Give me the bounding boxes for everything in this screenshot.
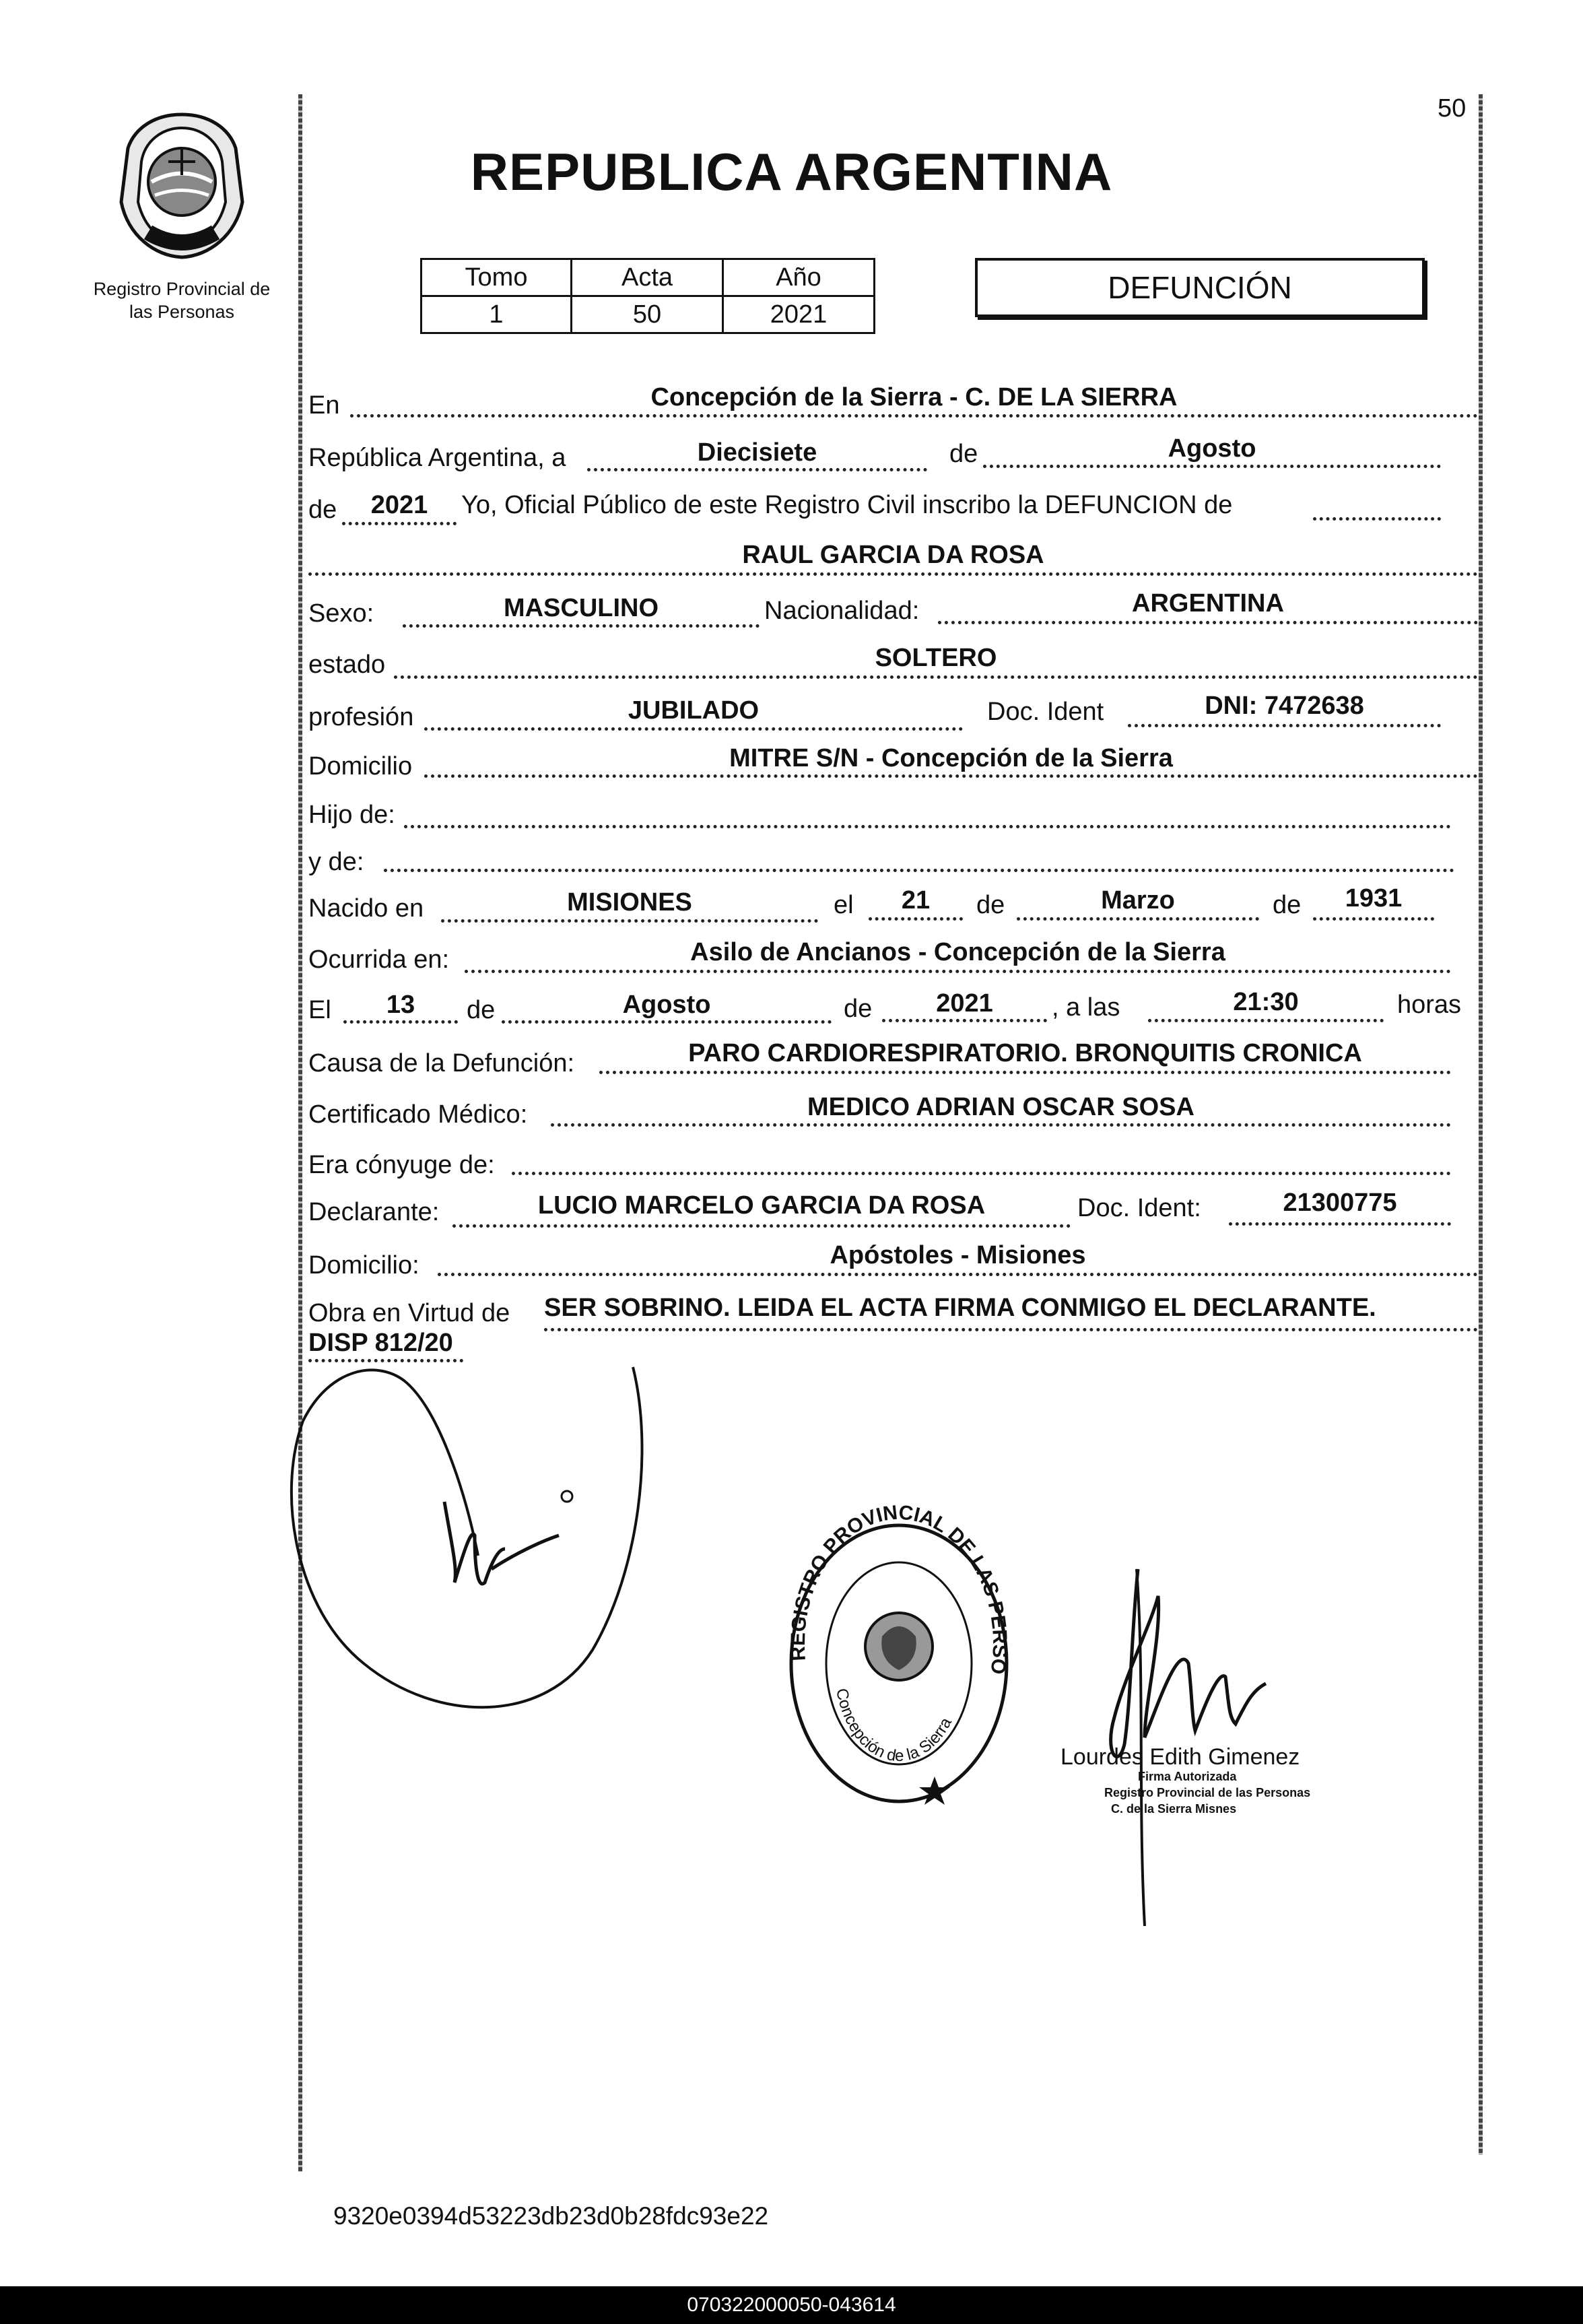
de-year-label: de <box>308 496 337 524</box>
nacionalidad-label: Nacionalidad: <box>764 597 920 625</box>
domicilio2-label: Domicilio: <box>308 1251 419 1280</box>
nacido-label: Nacido en <box>308 894 424 923</box>
dotted-line <box>343 1020 458 1024</box>
de-label: de <box>1273 891 1302 919</box>
footer-code: 070322000050-043614 <box>0 2286 1583 2324</box>
dotted-line <box>983 465 1441 468</box>
estado-label: estado <box>308 651 386 679</box>
obra-label: Obra en Virtud de <box>308 1299 510 1327</box>
officer-text: Yo, Oficial Público de este Registro Civil inscribo la DEFUNCION de <box>461 491 1233 519</box>
dotted-line <box>441 919 818 923</box>
republica-label: República Argentina, a <box>308 444 566 472</box>
dotted-line <box>308 572 1478 576</box>
sexo-label: Sexo: <box>308 599 374 628</box>
month-value: Agosto <box>1168 434 1256 463</box>
document-hash: 9320e0394d53223db23d0b28fdc93e22 <box>333 2202 769 2230</box>
birth-month: Marzo <box>1101 886 1175 915</box>
dotted-line <box>599 1071 1451 1074</box>
certificado-value: MEDICO ADRIAN OSCAR SOSA <box>807 1093 1194 1121</box>
el-death-label: El <box>308 996 331 1024</box>
disp-value: DISP 812/20 <box>308 1329 453 1357</box>
deceased-name: RAUL GARCIA DA ROSA <box>742 541 1044 569</box>
doc2-label: Doc. Ident: <box>1077 1194 1201 1222</box>
domicilio-value: MITRE S/N - Concepción de la Sierra <box>729 744 1173 772</box>
dotted-line <box>512 1172 1451 1175</box>
registry-seal <box>774 1498 1023 1818</box>
el-label: el <box>834 891 854 919</box>
de-label: de <box>467 996 496 1024</box>
acta-header: Acta <box>572 259 723 296</box>
officer-stamp-line1: Firma Autorizada <box>1138 1770 1237 1783</box>
dotted-line <box>1229 1222 1451 1226</box>
death-month: Agosto <box>622 991 711 1019</box>
death-day: 13 <box>386 991 415 1019</box>
officer-name: Lourdes Edith Gimenez <box>1060 1744 1300 1770</box>
birth-year: 1931 <box>1345 884 1403 912</box>
dotted-line <box>384 869 1454 872</box>
declarante-domicilio: Apóstoles - Misiones <box>830 1241 1086 1269</box>
conyuge-label: Era cónyuge de: <box>308 1151 495 1179</box>
dotted-line <box>502 1020 832 1024</box>
right-margin-line <box>1479 94 1483 2155</box>
officer-stamp-line3: C. de la Sierra Misnes <box>1111 1802 1237 1816</box>
de-label: de <box>976 891 1005 919</box>
svg-text:Concepción de la Sierra: Concepción de la Sierra <box>832 1686 955 1766</box>
day-value: Diecisiete <box>697 438 817 467</box>
ocurrida-value: Asilo de Ancianos - Concepción de la Sierra <box>690 938 1225 966</box>
record-type-box: DEFUNCIÓN <box>975 258 1425 317</box>
dotted-line <box>394 675 1478 679</box>
causa-value: PARO CARDIORESPIRATORIO. BRONQUITIS CRONICA <box>688 1039 1362 1067</box>
doc-label: Doc. Ident <box>987 698 1104 726</box>
doc-value: DNI: 7472638 <box>1205 692 1364 720</box>
estado-value: SOLTERO <box>875 644 997 672</box>
ano-header: Año <box>723 259 875 296</box>
hijo-label: Hijo de: <box>308 801 395 829</box>
de-label: de <box>949 440 978 468</box>
officer-signature <box>1050 1529 1401 1933</box>
dotted-line <box>452 1224 1071 1228</box>
nacido-value: MISIONES <box>567 888 692 917</box>
officer-stamp-line2: Registro Provincial de las Personas <box>1104 1786 1311 1799</box>
dotted-line <box>424 727 963 731</box>
ocurrida-label: Ocurrida en: <box>308 945 450 974</box>
tomo-header: Tomo <box>422 259 572 296</box>
dotted-line <box>403 624 760 628</box>
declarante-value: LUCIO MARCELO GARCIA DA ROSA <box>537 1191 986 1220</box>
dotted-line <box>882 1019 1047 1022</box>
dotted-line <box>465 970 1451 973</box>
causa-label: Causa de la Defunción: <box>308 1049 575 1077</box>
dotted-line <box>438 1273 1478 1276</box>
profesion-label: profesión <box>308 703 414 731</box>
declarante-doc: 21300775 <box>1283 1189 1397 1217</box>
tomo-value: 1 <box>422 296 572 333</box>
dotted-line <box>424 774 1478 778</box>
dotted-line <box>551 1123 1451 1127</box>
dotted-line <box>1313 517 1441 521</box>
dotted-line <box>1313 917 1434 921</box>
crest-caption: Registro Provincial de las Personas <box>93 279 271 322</box>
dotted-line <box>1148 1019 1384 1022</box>
ano-value: 2021 <box>723 296 875 333</box>
dotted-line <box>404 825 1451 828</box>
place-value: Concepción de la Sierra - C. DE LA SIERRA <box>650 383 1178 411</box>
dotted-line <box>1017 917 1259 921</box>
document-title: REPUBLICA ARGENTINA <box>470 142 1113 201</box>
svg-text:REGISTRO PROVINCIAL DE LAS PER: REGISTRO PROVINCIAL DE LAS PERSONAS <box>774 1498 1011 1676</box>
dotted-line <box>1128 724 1441 727</box>
horas-label: horas <box>1397 991 1462 1019</box>
page-number: 50 <box>1438 94 1467 123</box>
death-time: 21:30 <box>1233 988 1299 1016</box>
left-margin-line <box>298 94 302 2172</box>
declarante-label: Declarante: <box>308 1198 440 1226</box>
registry-table <box>420 258 875 334</box>
dotted-line <box>938 621 1478 624</box>
dotted-line <box>350 414 1478 418</box>
sexo-value: MASCULINO <box>503 594 659 622</box>
de-label: de <box>844 995 873 1023</box>
dotted-line <box>587 468 927 471</box>
en-label: En <box>308 391 340 420</box>
dotted-line <box>869 917 963 921</box>
profesion-value: JUBILADO <box>628 696 760 725</box>
death-year: 2021 <box>936 989 993 1018</box>
acta-value: 50 <box>572 296 723 333</box>
nacionalidad-value: ARGENTINA <box>1132 589 1284 618</box>
dotted-line <box>342 522 457 525</box>
certificado-label: Certificado Médico: <box>308 1100 528 1129</box>
declarant-signature <box>290 1327 720 1758</box>
birth-day: 21 <box>901 886 931 915</box>
alas-label: , a las <box>1052 993 1120 1022</box>
obra-value: SER SOBRINO. LEIDA EL ACTA FIRMA CONMIGO EL DECLARANTE. <box>544 1294 1376 1322</box>
year-value: 2021 <box>370 491 428 519</box>
yde-label: y de: <box>308 848 364 876</box>
domicilio-label: Domicilio <box>308 752 413 781</box>
